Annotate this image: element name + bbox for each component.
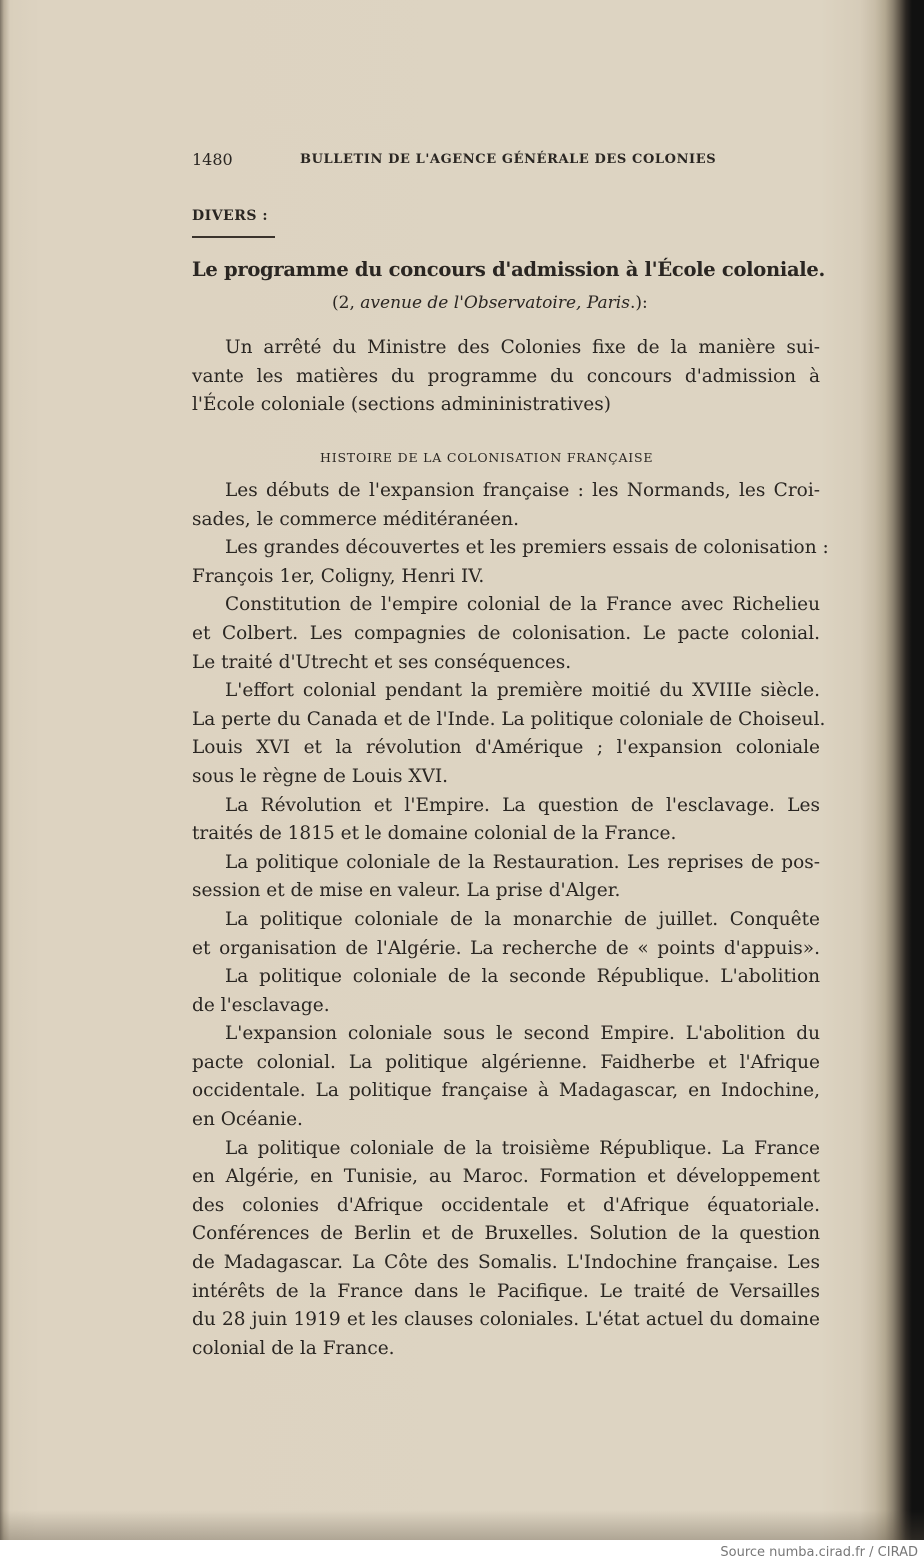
text-line: et organisation de l'Algérie. La recherche de « points d'appuis».	[192, 937, 820, 959]
text-line: vante les matières du programme du concours d'admission à	[192, 365, 820, 387]
article-title: Le programme du concours d'admission à l'École coloniale.	[192, 258, 825, 281]
text-line: Constitution de l'empire colonial de la France avec Richelieu	[225, 594, 820, 616]
text-line: Un arrêté du Ministre des Colonies fixe de la manière sui-	[225, 337, 820, 358]
text-line: La perte du Canada et de l'Inde. La politique coloniale de Choiseul.	[192, 708, 826, 730]
subheading: HISTOIRE DE LA COLONISATION FRANÇAISE	[320, 450, 654, 465]
text-line: session et de mise en valeur. La prise d'Alger.	[192, 880, 621, 902]
text-line: en Algérie, en Tunisie, au Maroc. Formation et développement	[192, 1166, 820, 1188]
source-credit: Source numba.cirad.fr / CIRAD	[720, 1545, 918, 1560]
text-line: du 28 juin 1919 et les clauses coloniales. L'état actuel du domaine	[192, 1309, 820, 1331]
text-line: de Madagascar. La Côte des Somalis. L'Indochine française. Les	[192, 1252, 820, 1274]
text-line: et Colbert. Les compagnies de colonisation. Le pacte colonial.	[192, 622, 820, 644]
address-close: .):	[629, 293, 648, 313]
text-line: La politique coloniale de la Restauration. Les reprises de pos-	[225, 851, 820, 873]
text-line: La politique coloniale de la seconde République. L'abolition	[225, 966, 820, 988]
text-line: traités de 1815 et le domaine colonial de la France.	[192, 823, 677, 845]
intro-paragraph	[192, 334, 820, 420]
running-title: BULLETIN DE L'AGENCE GÉNÉRALE DES COLONIES	[300, 152, 717, 167]
text-line: pacte colonial. La politique algérienne. Faidherbe et l'Afrique	[192, 1051, 820, 1073]
text-line: occidentale. La politique française à Madagascar, en Indochine,	[192, 1080, 820, 1102]
article-address	[332, 293, 648, 313]
text-line: L'expansion coloniale sous le second Empire. L'abolition du	[225, 1023, 820, 1045]
text-line: La Révolution et l'Empire. La question de l'esclavage. Les	[225, 794, 820, 816]
text-line: Les grandes découvertes et les premiers essais de colonisation :	[225, 537, 829, 559]
text-line: Le traité d'Utrecht et ses conséquences.	[192, 651, 572, 673]
text-line: François 1er, Coligny, Henri IV.	[192, 565, 485, 587]
text-line: des colonies d'Afrique occidentale et d'Afrique équatoriale.	[192, 1194, 820, 1216]
text-line: Les débuts de l'expansion française : les Normands, les Croi-	[225, 480, 820, 501]
text-line: l'École coloniale (sections admininistratives)	[192, 394, 611, 416]
text-line: La politique coloniale de la monarchie de juillet. Conquête	[225, 908, 820, 930]
body-text	[192, 477, 829, 1363]
text-line: colonial de la France.	[192, 1337, 395, 1359]
page-number: 1480	[192, 150, 233, 169]
text-line: en Océanie.	[192, 1109, 303, 1131]
section-underline	[192, 236, 275, 238]
text-line: L'effort colonial pendant la première moitié du XVIIIe siècle.	[225, 680, 820, 702]
text-line: sades, le commerce méditéranéen.	[192, 508, 519, 530]
text-line: Louis XVI et la révolution d'Amérique ; l'expansion coloniale	[192, 737, 820, 759]
text-line: de l'esclavage.	[192, 994, 330, 1016]
address-open: (2,	[332, 293, 361, 313]
text-line: sous le règne de Louis XVI.	[192, 765, 449, 787]
text-line: intérêts de la France dans le Pacifique. Le traité de Versailles	[192, 1280, 820, 1302]
text-line: La politique coloniale de la troisième République. La France	[225, 1137, 820, 1159]
address-text: avenue de l'Observatoire, Paris	[360, 293, 630, 313]
text-line: Conférences de Berlin et de Bruxelles. Solution de la question	[192, 1223, 820, 1245]
section-label: DIVERS :	[192, 208, 269, 224]
